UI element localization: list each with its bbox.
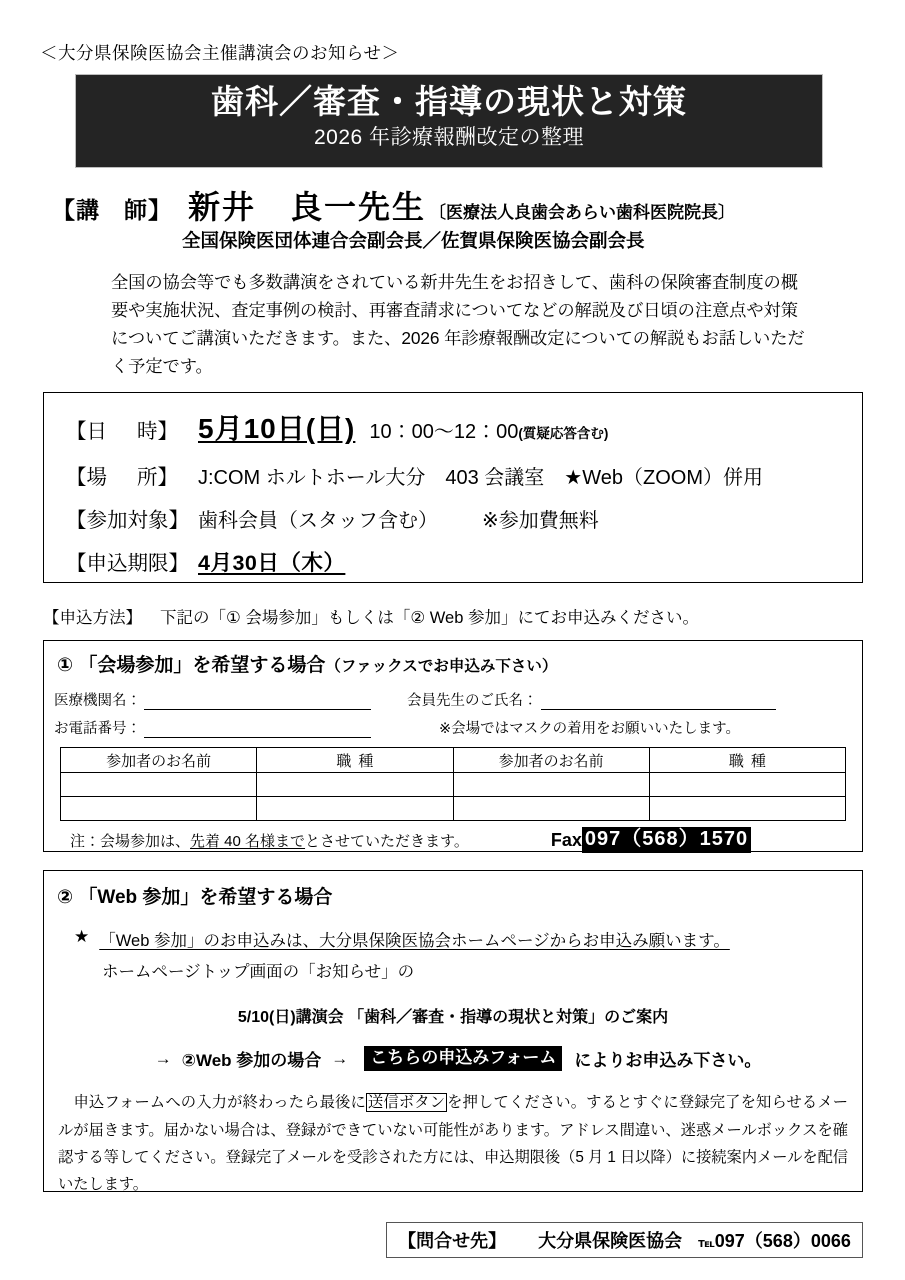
closing-paragraph	[58, 1089, 848, 1198]
field-row-institution	[54, 689, 862, 710]
label-member-name: 会員先生のご氏名：	[407, 693, 538, 709]
cell-job[interactable]	[649, 773, 845, 797]
web-apply-text: 「Web 参加」のお申込みは、大分県保険医協会ホームページからお申込み願います。	[99, 932, 730, 950]
label-institution: 医療機関名：	[54, 693, 141, 709]
speaker-label: 【講 師】	[52, 197, 172, 223]
contact-box	[386, 1222, 863, 1258]
detail-label-deadline: 【申込期限】	[66, 552, 189, 575]
col-header-job-2: 職 種	[649, 748, 845, 773]
application-form-button[interactable]: こちらの申込みフォーム	[364, 1046, 562, 1071]
section-web-application	[43, 870, 863, 1192]
section1-title: ① 「会場参加」を希望する場合（ファックスでお申込み下さい）	[57, 655, 558, 676]
send-button-reference: 送信ボタン	[367, 1094, 446, 1112]
star-icon: ★	[74, 927, 90, 946]
detail-label-datetime: 【日 時】	[66, 420, 178, 443]
cell-name[interactable]	[453, 797, 649, 821]
cell-name[interactable]	[61, 773, 257, 797]
speaker-organization: 全国保険医団体連合会副会長／佐賀県保険医協会副会長	[182, 230, 645, 251]
arrow-right-icon-1: →	[154, 1048, 172, 1068]
event-details-box	[43, 392, 863, 583]
web-case-label: ②Web 参加の場合	[181, 1051, 322, 1071]
contact-text: 【問合せ先】 大分県保険医協会 ℡097（568）0066	[398, 1231, 851, 1251]
fax-number: 097（568）1570	[582, 827, 751, 853]
speaker-row	[52, 182, 862, 228]
speaker-name: 新井 良一先生	[188, 189, 427, 225]
detail-row-place	[44, 460, 862, 490]
participants-table	[60, 747, 846, 821]
detail-value-time: 10：00～12：00(質疑応答含む)	[369, 421, 609, 443]
detail-row-deadline	[44, 546, 862, 577]
arrow-right-icon-2: →	[331, 1048, 349, 1068]
title-banner	[75, 74, 823, 168]
speaker-affiliation: 〔医療法人良歯会あらい歯科医院院長〕	[429, 203, 736, 222]
cell-name[interactable]	[453, 773, 649, 797]
capacity-note: 注：会場参加は、先着 40 名様までとさせていただきます。	[70, 832, 469, 850]
banner-subtitle: 2026 年診療報酬改定の整理	[313, 126, 585, 150]
input-phone[interactable]	[144, 723, 371, 738]
cell-name[interactable]	[61, 797, 257, 821]
section-venue-application	[43, 640, 863, 852]
form-instruction-tail: によりお申込み下さい。	[574, 1051, 762, 1071]
detail-time-note: (質疑応答含む)	[518, 426, 609, 441]
detail-label-place: 【場 所】	[66, 466, 178, 489]
input-member-name[interactable]	[541, 695, 776, 710]
apply-method-label: 【申込方法】	[43, 609, 142, 627]
detail-value-target: 歯科会員（スタッフ含む） ※参加費無料	[198, 510, 599, 532]
cell-job[interactable]	[257, 773, 453, 797]
col-header-name-2: 参加者のお名前	[453, 748, 649, 773]
section2-title: ② 「Web 参加」を希望する場合	[57, 887, 333, 908]
web-apply-star-line	[74, 927, 862, 951]
detail-value-deadline: 4月30日（木）	[198, 551, 346, 575]
banner-main-title: 歯科／審査・指導の現状と対策	[211, 83, 687, 120]
cell-job[interactable]	[257, 797, 453, 821]
label-phone: お電話番号：	[54, 721, 141, 737]
table-row[interactable]	[61, 797, 846, 821]
col-header-name-1: 参加者のお名前	[61, 748, 257, 773]
table-header-row	[61, 748, 846, 773]
detail-row-target	[44, 503, 862, 533]
announcement-title: 5/10(日)講演会 「歯科／審査・指導の現状と対策」のご案内	[237, 1009, 669, 1026]
homepage-instruction: ホームページトップ画面の「お知らせ」の	[102, 963, 415, 981]
intro-paragraph: 全国の協会等でも多数講演をされている新井先生をお招きして、歯科の保険審査制度の概要や実施状況、査定事例の検討、再審査請求についてなどの解説及び日頃の注意点や対策についてご講演いただきます。また、2026 年診療報酬改定についての解説もお話しいただく予定です。	[111, 272, 805, 377]
mask-note: ※会場ではマスクの着用をお願いいたします。	[439, 721, 740, 737]
apply-method-line	[43, 604, 699, 628]
fax-block	[551, 827, 751, 853]
capacity-note-row	[70, 827, 862, 853]
notice-header: ＜大分県保険医協会主催講演会のお知らせ＞	[40, 43, 400, 63]
detail-value-place: J:COM ホルトホール大分 403 会議室 ★Web（ZOOM）併用	[198, 467, 763, 489]
table-row[interactable]	[61, 773, 846, 797]
detail-row-datetime	[44, 407, 862, 447]
form-navigation-line	[44, 1046, 862, 1071]
closing-part1: 申込フォームへの入力が終わったら最後に	[58, 1094, 366, 1112]
fax-label: Fax	[550, 829, 582, 850]
apply-method-text: 下記の「① 会場参加」もしくは「② Web 参加」にてお申込みください。	[160, 609, 699, 627]
col-header-job-1: 職 種	[257, 748, 453, 773]
input-institution[interactable]	[144, 695, 371, 710]
detail-label-target: 【参加対象】	[66, 509, 189, 532]
detail-value-date: 5月10日(日)	[198, 413, 356, 444]
field-row-phone	[54, 717, 862, 738]
cell-job[interactable]	[649, 797, 845, 821]
closing-part2: を押してください。するとすぐに登録完了を知らせるメールが届きます。届かない場合は、登録ができていない可能性があります。アドレス間違い、迷惑メールボックスを確認する等してください。登録完了メールを受診された方には、申込期限後（5 月 1 日以降）に接続案内メールを配信いたします。	[58, 1094, 848, 1194]
